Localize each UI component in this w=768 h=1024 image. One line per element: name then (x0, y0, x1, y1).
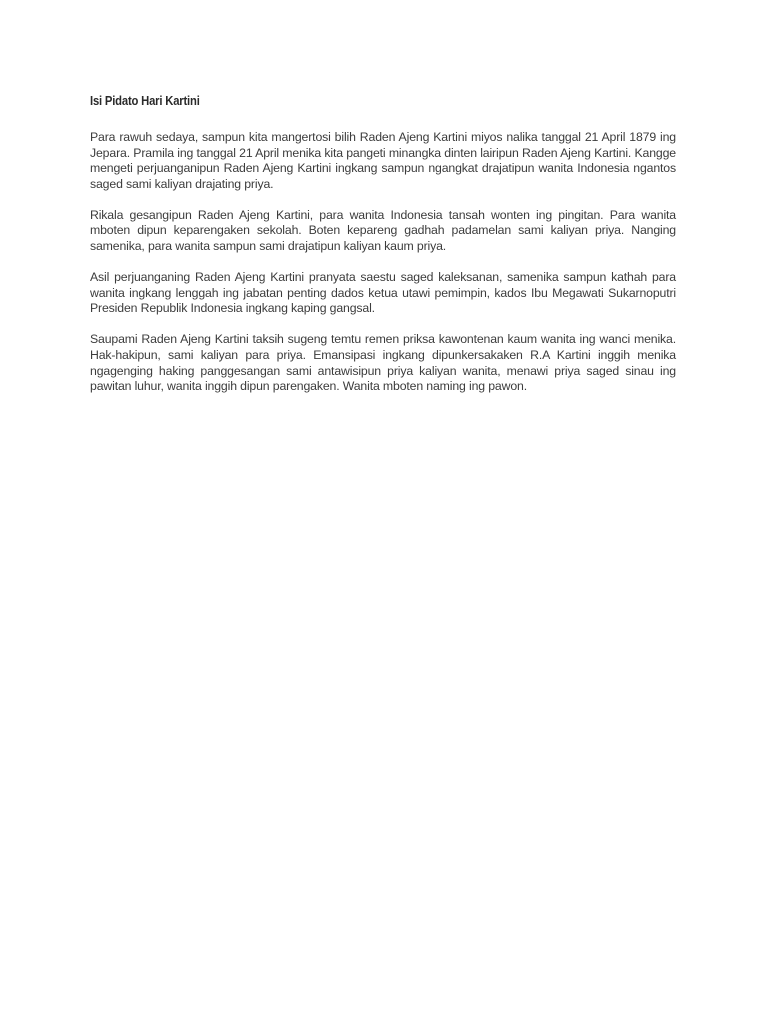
document-page (90, 94, 676, 410)
paragraph-3: Asil perjuanganing Raden Ajeng Kartini pranyata saestu saged kaleksanan, samenika sampun kathah para wanita ingkang lenggah ing jabatan penting dados ketua utawi pemimpin, kados Ibu Megawati Sukarnoputri Presiden Republik Indonesia ingkang kaping gangsal. (90, 270, 676, 316)
paragraph-2: Rikala gesangipun Raden Ajeng Kartini, para wanita Indonesia tansah wonten ing pingitan. Para wanita mboten dipun keparengaken sekolah. Boten kepareng gadhah padamelan sami kaliyan priya. Nanging samenika, para wanita sampun sami drajatipun kaliyan kaum priya. (90, 207, 676, 254)
document-title: Isi Pidato Hari Kartini (90, 94, 200, 108)
paragraph-4: Saupami Raden Ajeng Kartini taksih sugeng temtu remen priksa kawontenan kaum wanita ing wanci menika. Hak-hakipun, sami kaliyan para priya. Emansipasi ingkang dipunkersakaken R.A Kartini inggih menika ngagenging haking panggesangan sami antawisipun priya kaliyan wanita, menawi priya saged sinau ing pawitan luhur, wanita inggih dipun parengaken. Wanita mboten naming ing pawon. (90, 332, 676, 394)
paragraph-1: Para rawuh sedaya, sampun kita mangertosi bilih Raden Ajeng Kartini miyos nalika tanggal 21 April 1879 ing Jepara. Pramila ing tanggal 21 April menika kita pangeti minangka dinten lairipun Raden Ajeng Kartini. Kangge mengeti perjuanganipun Raden Ajeng Kartini ingkang sampun ngangkat drajatipun wanita Indonesia ngantos saged sami kaliyan drajating priya. (90, 130, 676, 191)
